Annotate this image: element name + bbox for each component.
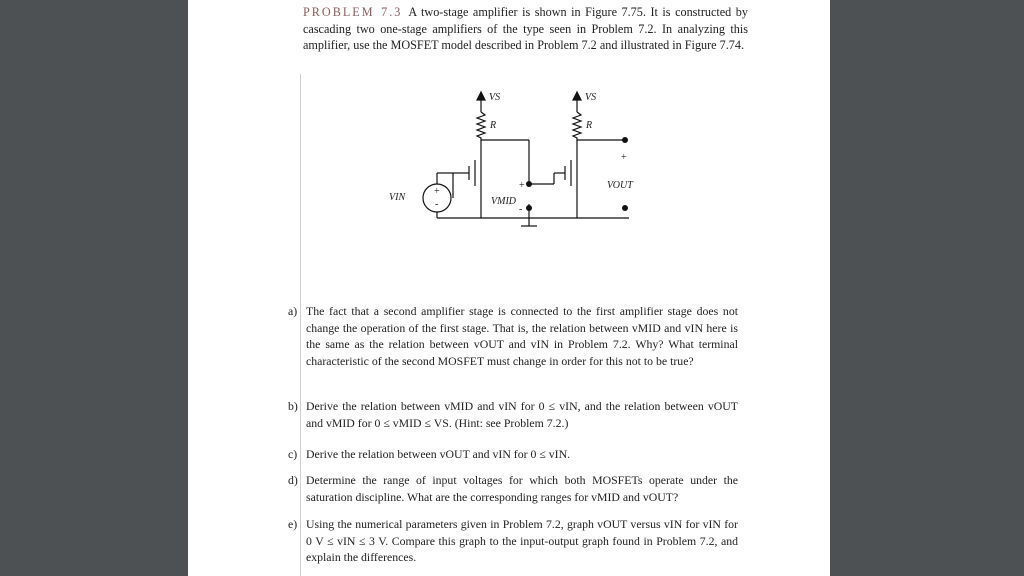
question-text: Derive the relation between vMID and vIN for 0 ≤ vIN, and the relation between vOUT and vMID for 0 ≤ vMID ≤ VS. (Hint: see Problem 7.2.) <box>306 399 738 430</box>
problem-intro <box>303 4 748 54</box>
question-text: Derive the relation between vOUT and vIN for 0 ≤ vIN. <box>306 447 571 461</box>
vmid-terminal-plus <box>526 181 532 187</box>
document-page <box>188 0 830 576</box>
vmid-label: VMID <box>491 196 516 207</box>
vout-terminal-plus <box>622 137 628 143</box>
resistor-right <box>573 112 581 148</box>
problem-label: PROBLEM 7.3 <box>303 5 403 19</box>
vout-label: VOUT <box>607 180 633 191</box>
question-number: c) <box>288 447 298 461</box>
r-right-label: R <box>586 120 593 131</box>
question-text: Determine the range of input voltages for which both MOSFETs operate under the saturation discipline. What are the corresponding ranges for vMID and vOUT? <box>306 473 738 504</box>
question-number: b) <box>288 399 298 413</box>
vmid-terminal-minus <box>526 205 532 211</box>
question-number: e) <box>288 517 298 531</box>
question-number: d) <box>288 473 298 487</box>
question-b <box>288 398 738 431</box>
vin-minus: - <box>435 199 439 210</box>
circuit-diagram <box>389 80 669 240</box>
vout-plus: + <box>621 152 627 163</box>
vout-minus: - <box>622 204 626 215</box>
question-a <box>288 303 738 369</box>
r-left-label: R <box>490 120 497 131</box>
vmid-plus: + <box>519 180 525 191</box>
vs-left-label: VS <box>489 92 501 103</box>
question-number: a) <box>288 304 298 318</box>
problem-intro-text: A two-stage amplifier is shown in Figure 7.75. It is constructed by cascading two one-stage amplifiers of the type seen in Problem 7.2. In analyzing this amplifier, use the MOSFET model described in Problem 7.2 and illustrated in Figure 7.74. <box>303 5 748 52</box>
vmid-minus: - <box>519 204 523 215</box>
margin-rule <box>300 74 301 576</box>
supply-arrow-right <box>573 92 581 100</box>
question-e <box>288 516 738 566</box>
vs-right-label: VS <box>585 92 597 103</box>
vin-plus: + <box>434 186 440 197</box>
question-text: Using the numerical parameters given in Problem 7.2, graph vOUT versus vIN for vIN for 0 V ≤ vIN ≤ 3 V. Compare this graph to the input-output graph found in Problem 7.2, and explain the differences. <box>306 517 738 565</box>
question-c <box>288 446 738 463</box>
question-d <box>288 472 738 505</box>
resistor-left <box>477 112 485 148</box>
question-text: The fact that a second amplifier stage is connected to the first amplifier stage does not change the operation of the first stage. That is, the relation between vMID and vIN here is the same as the relation between vOUT and vIN in Problem 7.2. Why? What terminal characteristic of the second MOSFET must change in order for this not to be true? <box>306 304 738 368</box>
vin-label: VIN <box>389 192 406 203</box>
supply-arrow-left <box>477 92 485 100</box>
